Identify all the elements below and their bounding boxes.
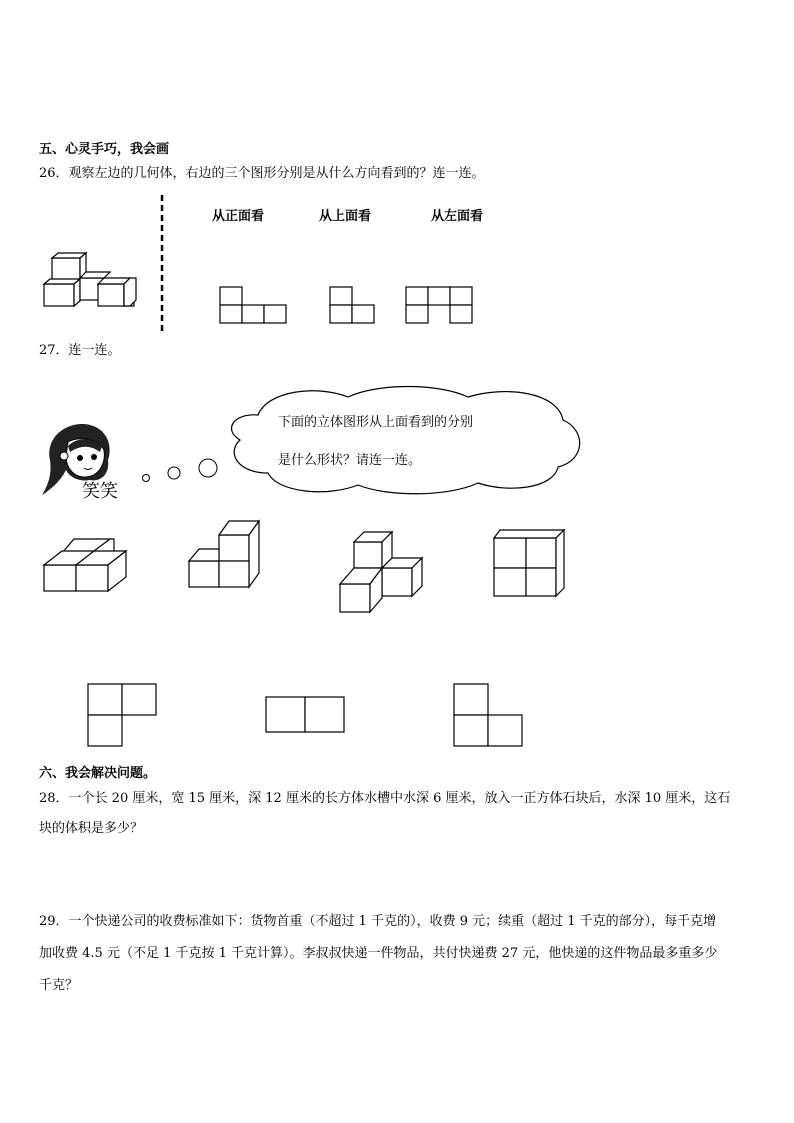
question-27-text: 27．连一连。 (39, 343, 121, 358)
question-28-line-1: 28．一个长 20 厘米，宽 15 厘米，深 12 厘米的长方体水槽中水深 6 厘米，放入一正方体石块后，水深 10 厘米，这石 (39, 791, 731, 806)
q27-solid-4 (492, 528, 572, 600)
view-shape-3 (405, 286, 475, 326)
view-shape-1 (219, 286, 289, 326)
q27-solid-3 (338, 528, 428, 618)
view-label-left: 从左面看 (431, 209, 484, 224)
bubble-text-line-2: 是什么形状？请连一连。 (278, 453, 422, 468)
top-view-shape-1 (87, 683, 159, 749)
dashed-divider (160, 195, 164, 335)
character-name: 笑笑 (82, 481, 118, 502)
section-6-title: 六、我会解决问题。 (39, 766, 157, 781)
view-label-front: 从正面看 (212, 209, 265, 224)
speech-cloud (218, 385, 588, 495)
bubble-text-line-1: 下面的立体图形从上面看到的分别 (278, 415, 474, 430)
question-28-line-2: 块的体积是多少？ (39, 821, 144, 836)
q26-solid-figure (40, 250, 140, 310)
top-view-shape-2 (265, 696, 347, 734)
view-label-top: 从上面看 (319, 209, 372, 224)
top-view-shape-3 (453, 683, 525, 749)
view-shape-2 (329, 286, 379, 326)
q27-solid-1 (42, 535, 132, 595)
thought-dots (140, 455, 220, 485)
question-26-text: 26．观察左边的几何体，右边的三个图形分别是从什么方向看到的？连一连。 (39, 166, 485, 181)
question-29-line-3: 千克？ (39, 978, 79, 993)
question-29-line-1: 29．一个快递公司的收费标准如下：货物首重（不超过 1 千克的），收费 9 元；续重（超过 1 千克的部分），每千克增 (39, 914, 717, 929)
q27-solid-2 (187, 517, 267, 592)
question-29-line-2: 加收费 4.5 元（不足 1 千克按 1 千克计算）。李叔叔快递一件物品，共付快递费 27 元，他快递的这件物品最多重多少 (39, 946, 718, 961)
section-5-title: 五、心灵手巧，我会画 (39, 142, 170, 157)
